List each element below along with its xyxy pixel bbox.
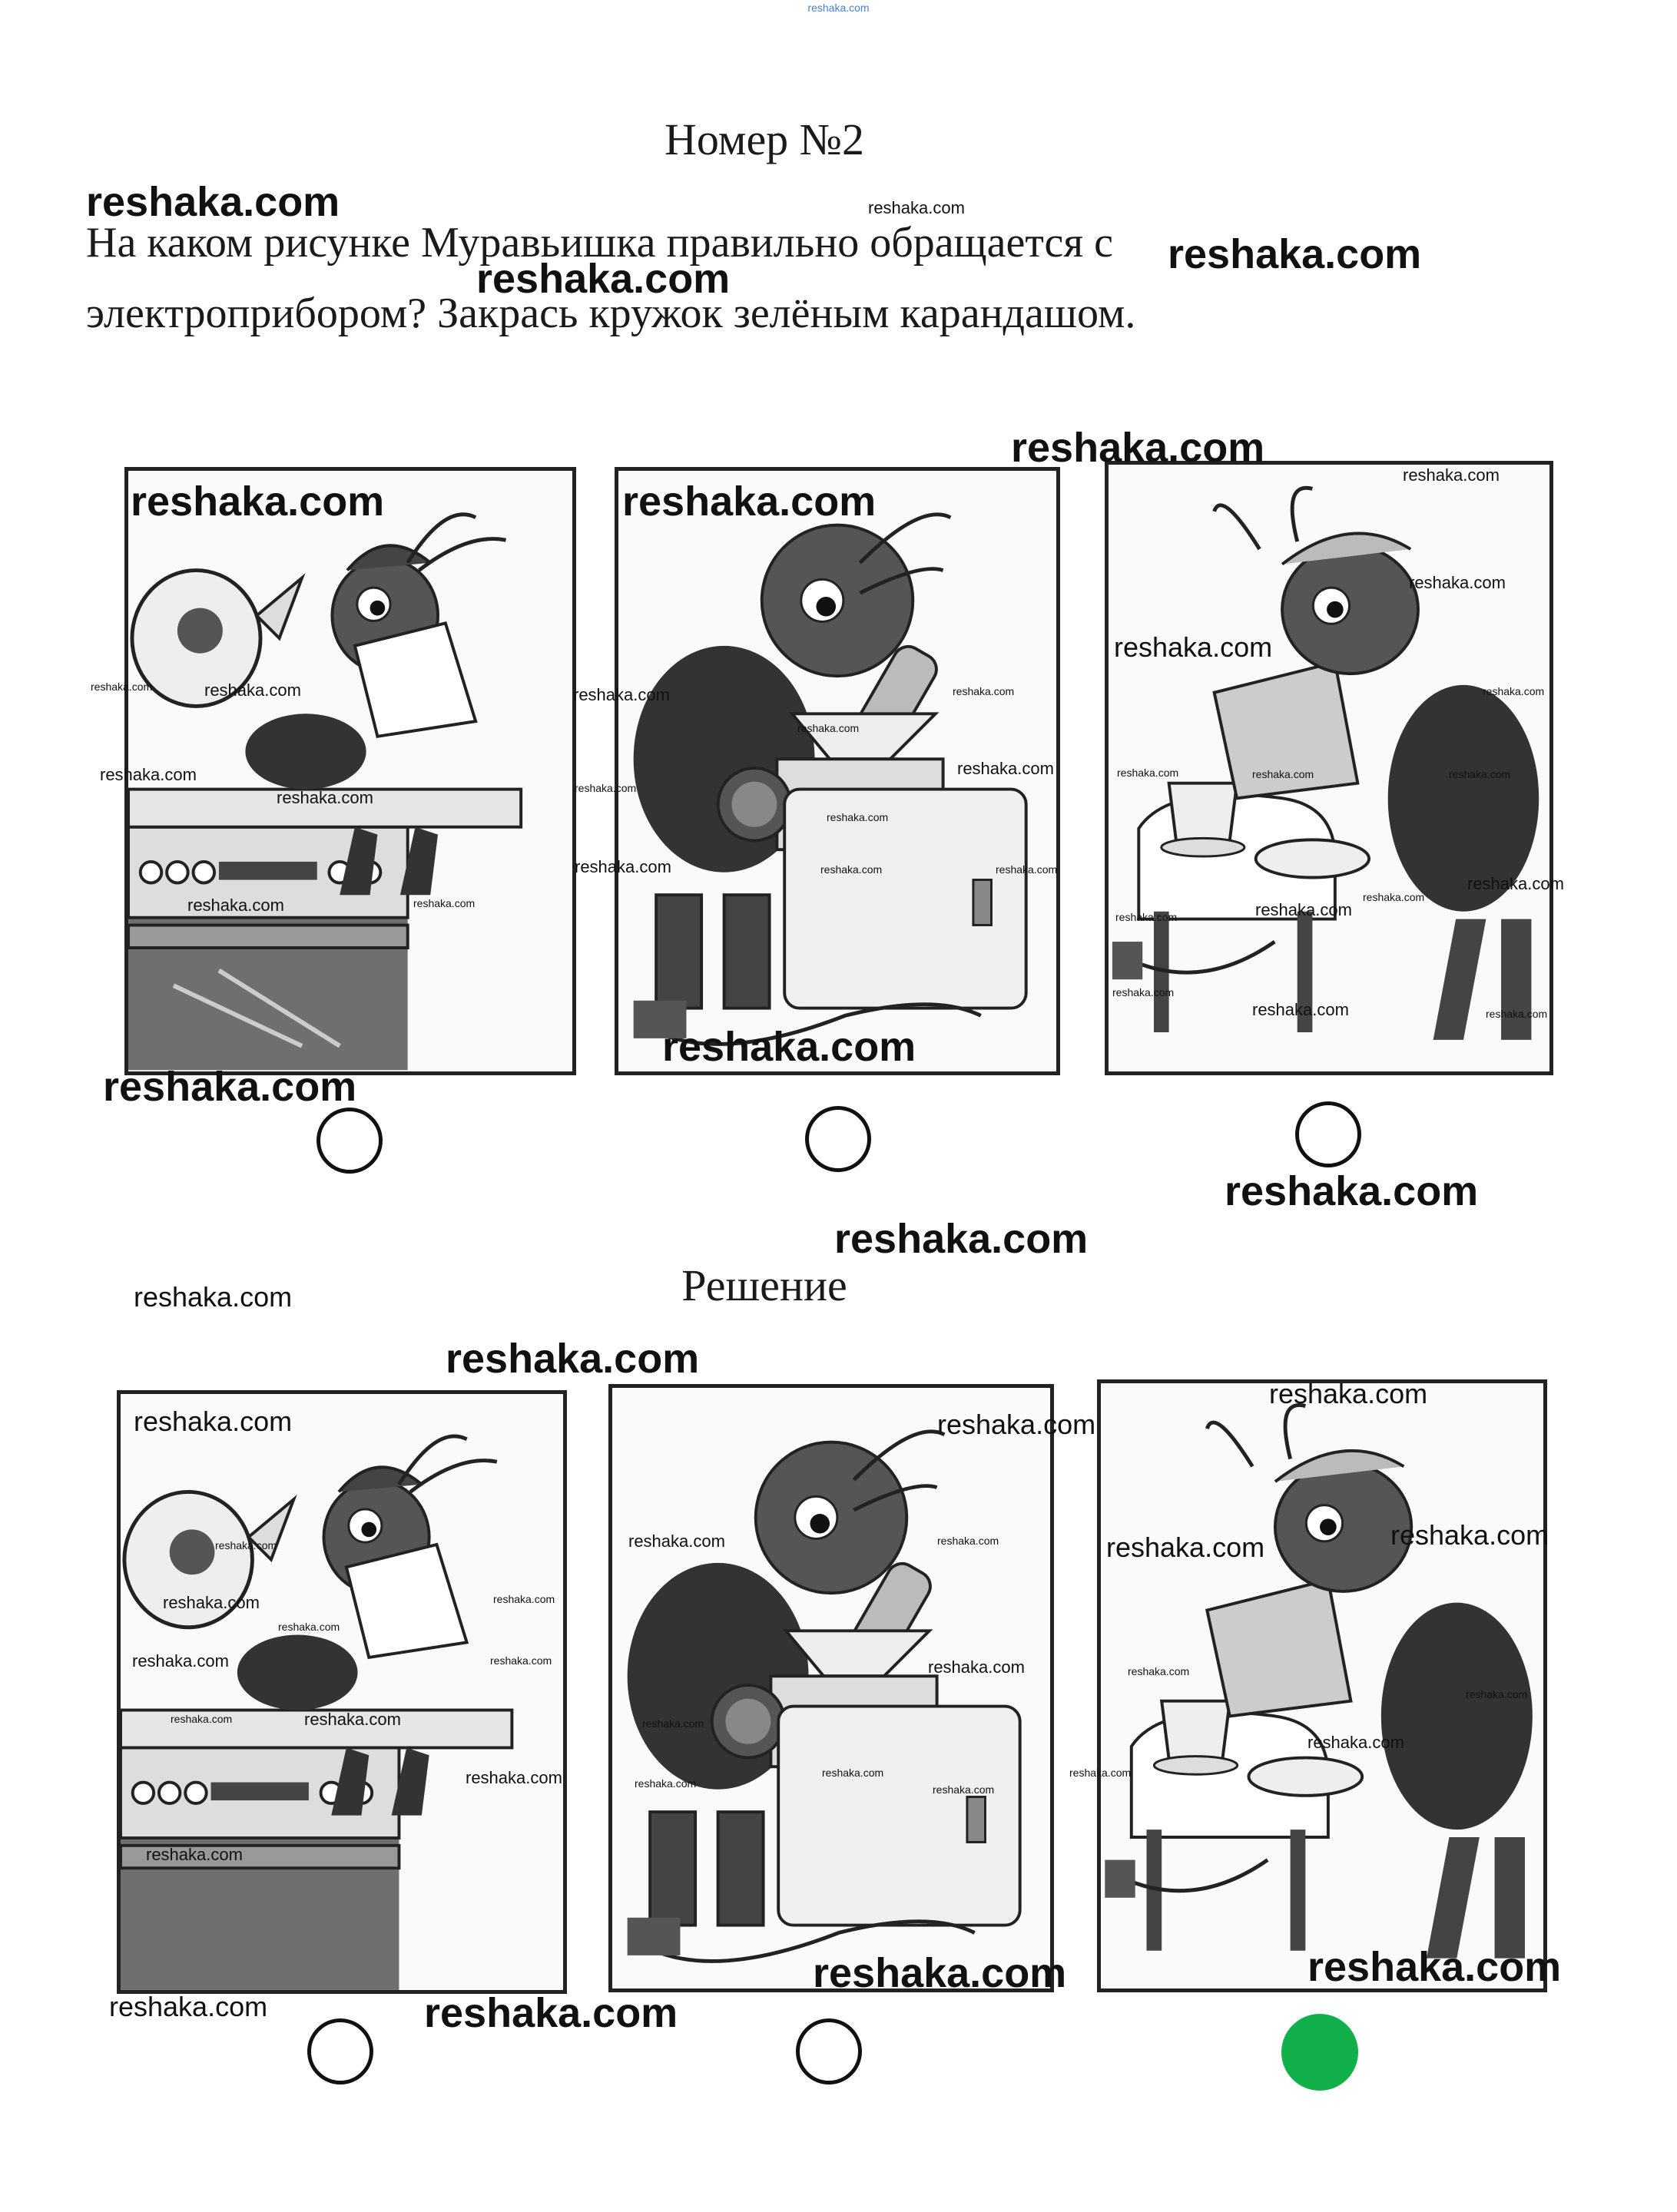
watermark: reshaka.com <box>937 1409 1096 1440</box>
watermark: reshaka.com <box>834 1216 1089 1262</box>
watermark: reshaka.com <box>1363 891 1425 903</box>
watermark: reshaka.com <box>1307 1733 1404 1752</box>
watermark: reshaka.com <box>171 1713 233 1725</box>
watermark: reshaka.com <box>1307 1944 1562 1990</box>
watermark: reshaka.com <box>413 897 476 909</box>
watermark: reshaka.com <box>1467 874 1564 893</box>
watermark: reshaka.com <box>134 1281 293 1313</box>
solution-circle-2[interactable] <box>796 2018 862 2085</box>
watermark: reshaka.com <box>131 478 385 525</box>
answer-circle-3[interactable] <box>1295 1101 1361 1167</box>
watermark: reshaka.com <box>953 685 1015 697</box>
watermark: reshaka.com <box>996 863 1058 876</box>
watermark: reshaka.com <box>204 680 301 700</box>
ant-reading-book-on-stove-icon <box>121 1394 563 1990</box>
watermark: reshaka.com <box>466 1768 562 1787</box>
watermark: reshaka.com <box>813 1950 1067 1996</box>
watermark: reshaka.com <box>132 1651 229 1671</box>
solution-picture-ant-stove <box>117 1390 567 1994</box>
watermark: reshaka.com <box>622 478 877 525</box>
watermark: reshaka.com <box>187 896 284 915</box>
watermark: reshaka.com <box>490 1654 552 1667</box>
watermark: reshaka.com <box>91 680 153 693</box>
watermark: reshaka.com <box>1225 1168 1479 1214</box>
watermark: reshaka.com <box>1403 465 1500 485</box>
watermark: reshaka.com <box>1011 425 1265 471</box>
watermark: reshaka.com <box>937 1535 999 1547</box>
watermark: reshaka.com <box>103 1064 357 1110</box>
watermark: reshaka.com <box>827 811 889 823</box>
answer-circle-1[interactable] <box>317 1108 383 1174</box>
watermark: reshaka.com <box>868 198 965 217</box>
watermark: reshaka.com <box>86 179 340 225</box>
solution-circle-3-correct[interactable] <box>1281 2014 1358 2091</box>
watermark: reshaka.com <box>575 857 671 876</box>
watermark: reshaka.com <box>1069 1767 1132 1779</box>
question-line-1: На каком рисунке Муравьишка правильно обращается с <box>86 219 1113 267</box>
watermark: reshaka.com <box>635 1777 697 1790</box>
watermark: reshaka.com <box>424 1990 678 2036</box>
watermark: reshaka.com <box>642 1717 704 1730</box>
watermark: reshaka.com <box>573 685 670 704</box>
ant-meat-grinder-icon <box>612 1388 1050 1988</box>
solution-circle-1[interactable] <box>307 2018 373 2085</box>
watermark: reshaka.com <box>822 1767 884 1779</box>
answer-circle-2[interactable] <box>805 1106 871 1172</box>
watermark: reshaka.com <box>109 1991 268 2022</box>
watermark: reshaka.com <box>446 1336 700 1382</box>
watermark: reshaka.com <box>1252 768 1314 780</box>
watermark: reshaka.com <box>1483 685 1545 697</box>
watermark: reshaka.com <box>575 782 637 794</box>
watermark: reshaka.com <box>1390 1519 1549 1551</box>
solution-picture-ant-grinder <box>608 1384 1054 1992</box>
watermark: reshaka.com <box>1117 767 1179 779</box>
watermark: reshaka.com <box>163 1593 260 1612</box>
watermark: reshaka.com <box>278 1621 340 1633</box>
watermark: reshaka.com <box>928 1657 1025 1677</box>
watermark: reshaka.com <box>1114 631 1273 663</box>
task-question <box>86 207 1530 349</box>
watermark: reshaka.com <box>1252 1000 1349 1019</box>
watermark: reshaka.com <box>1486 1008 1548 1020</box>
ant-pouring-kettle-icon <box>1101 1383 1543 1988</box>
watermark: reshaka.com <box>1112 986 1175 998</box>
watermark: reshaka.com <box>1168 231 1422 277</box>
watermark: reshaka.com <box>1128 1665 1190 1677</box>
watermark: reshaka.com <box>134 1406 293 1437</box>
watermark: reshaka.com <box>797 722 860 734</box>
watermark: reshaka.com <box>304 1710 401 1729</box>
watermark: reshaka.com <box>628 1532 725 1551</box>
watermark: reshaka.com <box>146 1845 243 1864</box>
watermark: reshaka.com <box>957 759 1054 778</box>
watermark: reshaka.com <box>215 1539 277 1551</box>
watermark: reshaka.com <box>1466 1688 1528 1700</box>
watermark: reshaka.com <box>277 788 373 807</box>
solution-picture-ant-kettle <box>1097 1379 1547 1992</box>
watermark: reshaka.com <box>1106 1532 1265 1563</box>
watermark: reshaka.com <box>1255 900 1352 919</box>
watermark: reshaka.com <box>1409 573 1506 592</box>
watermark: reshaka.com <box>1269 1378 1428 1409</box>
watermark: reshaka.com <box>1449 768 1511 780</box>
task-title: Номер №2 <box>664 114 865 164</box>
watermark: reshaka.com <box>933 1783 995 1796</box>
watermark: reshaka.com <box>820 863 883 876</box>
question-line-2: электроприбором? Закрась кружок зелёным карандашом. <box>86 290 1136 337</box>
watermark: reshaka.com <box>1115 911 1178 923</box>
watermark: reshaka.com <box>493 1593 555 1605</box>
watermark: reshaka.com <box>662 1024 916 1070</box>
watermark: reshaka.com <box>476 256 731 302</box>
top-watermark: reshaka.com <box>807 2 870 14</box>
watermark: reshaka.com <box>100 765 197 784</box>
solution-title: Решение <box>681 1260 847 1310</box>
